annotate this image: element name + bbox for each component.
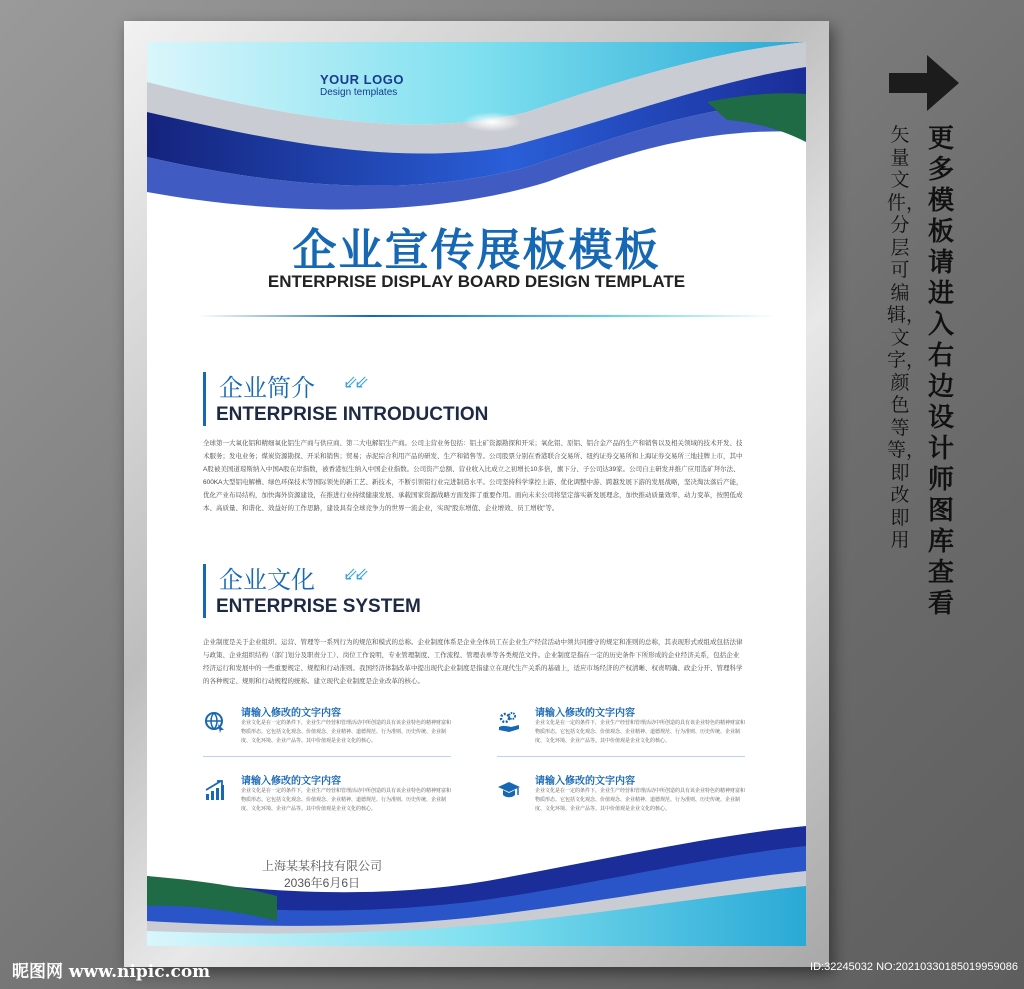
right-arrow-icon	[889, 55, 959, 111]
company-date: 2036年6月6日	[283, 876, 361, 890]
logo-subtitle: Design templates	[320, 87, 398, 98]
title-divider	[197, 314, 777, 318]
company-info	[222, 858, 422, 892]
watermark-id: ID:32245032 NO:20210330185019959086	[810, 961, 1018, 973]
feature-divider	[203, 756, 451, 757]
section2-arrow-icon: ⇙⇙	[343, 564, 366, 584]
feature-text: 企业文化是在一定的条件下，企业生产经营和管理活动中所创造的具有该企业特色的精神财富和物质形态。它包括文化观念、价值观念、企业精神、道德规范、行为准则、历史传统、企业制度、文化环境、企业产品等。其中价值观是企业文化的核心。	[535, 720, 746, 744]
main-subtitle: ENTERPRISE DISPLAY BOARD DESIGN TEMPLATE	[267, 272, 686, 291]
logo-title: YOUR LOGO	[320, 72, 404, 87]
growth-chart-icon	[203, 778, 227, 802]
side-feature-text: 矢量文件，分层可编辑，文字，颜色等等，即改即用	[887, 124, 926, 551]
feature-heading: 请输入修改的文字内容	[241, 776, 341, 787]
side-promo-text: 更多模板请进入右边设计师图库查看	[927, 124, 954, 619]
main-title: 企业宣传展板模板	[292, 225, 661, 276]
feature-text: 企业文化是在一定的条件下，企业生产经营和管理活动中所创造的具有该企业特色的精神财富和物质形态。它包括文化观念、价值观念、企业精神、道德规范、行为准则、历史传统、企业制度、文化环境、企业产品等。其中价值观是企业文化的核心。	[241, 788, 452, 812]
section1-title: 企业简介	[219, 374, 315, 402]
section1-subtitle: ENTERPRISE INTRODUCTION	[216, 404, 489, 425]
section1-paragraph: 全球第一大氧化铝和精细氧化铝生产商与供应商、第二大电解铝生产商。公司主营业务包括：铝土矿资源勘探和开采；氧化铝、原铝、铝合金产品的生产和销售以及相关领域的技术开发、技术服务；发电业务；煤炭资源勘探、开采和销售；贸易；赤泥综合利用产品的研发、生产和销售等。公司股票分别在香港联合交易所、纽约证券交易所和上海证券交易所三地挂牌上市，其中A股被美国道琼斯纳入中国A股在岸指数，被香港恒生纳入中国企业指数。公司资产总额、营业收入比成立之初增长10多倍，旗下分、子公司达39家。公司自主研发并推广应用选矿拜尔法、600KA大型铝电解槽、绿色环保技术等国际领先的新工艺、新技术，不断引领铝行业完进制造水平。公司坚持科学掌控上游、优化调整中游、跨越发展下游的发展战略，坚决淘汰落后产能，优化产业布局结构，加快海外资源建设，在推进行业持续健康发展、承载国家资源战略方面发挥了重要作用。面向未来公司将坚定落实新发展理念，加快推动质量效率、动力变革，按照低成本、高质量、和谐化、效益好的工作思路，建设具有全球竞争力的世界一流企业，实现“股东增值、企业增效、员工增收”等。	[203, 440, 743, 512]
feature-divider	[497, 756, 745, 757]
globe-icon	[203, 710, 227, 734]
section2-paragraph: 企业制度是关于企业组织、运营、管理等一系列行为的规范和模式的总称。企业制度体系是企业全体员工在企业生产经营活动中须共同遵守的规定和准则的总称，其表现形式或组成包括法律与政策、企业组织结构（部门划分及职责分工）、岗位工作说明，专业管理制度、工作流程、管理表单等各类规范文件。企业制度是指在一定的历史条件下所形成的企业经济关系，包括企业经济运行和发展中的一些重要规定、规程和行动准则。我国经济体制改革中提出现代企业制度是指建立在现代生产关系的基础上，适应市场经济的产权清晰、权责明确、政企分开、管理科学的各种规定、规则和行动规程的统称。建立现代企业制度是企业改革的核心。	[203, 639, 743, 685]
company-logo	[320, 72, 404, 98]
company-name: 上海某某科技有限公司	[261, 859, 382, 873]
graduation-cap-icon	[497, 778, 521, 802]
section1-accent-bar	[203, 372, 206, 426]
display-board	[147, 42, 806, 946]
feature-heading: 请输入修改的文字内容	[535, 708, 635, 719]
top-wave-decoration	[147, 42, 806, 222]
section2-accent-bar	[203, 564, 206, 618]
feature-text: 企业文化是在一定的条件下，企业生产经营和管理活动中所创造的具有该企业特色的精神财富和物质形态。它包括文化观念、价值观念、企业精神、道德规范、行为准则、历史传统、企业制度、文化环境、企业产品等。其中价值观是企业文化的核心。	[535, 788, 746, 812]
feature-text: 企业文化是在一定的条件下，企业生产经营和管理活动中所创造的具有该企业特色的精神财富和物质形态。它包括文化观念、价值观念、企业精神、道德规范、行为准则、历史传统、企业制度、文化环境、企业产品等。其中价值观是企业文化的核心。	[241, 720, 452, 744]
watermark-site: 昵图网 www.nipic.com	[12, 962, 211, 982]
section2-title: 企业文化	[219, 566, 315, 594]
section2-subtitle: ENTERPRISE SYSTEM	[216, 596, 421, 617]
gears-hand-icon	[497, 710, 521, 734]
feature-heading: 请输入修改的文字内容	[241, 708, 341, 719]
feature-heading: 请输入修改的文字内容	[535, 776, 635, 787]
section1-arrow-icon: ⇙⇙	[343, 372, 366, 392]
